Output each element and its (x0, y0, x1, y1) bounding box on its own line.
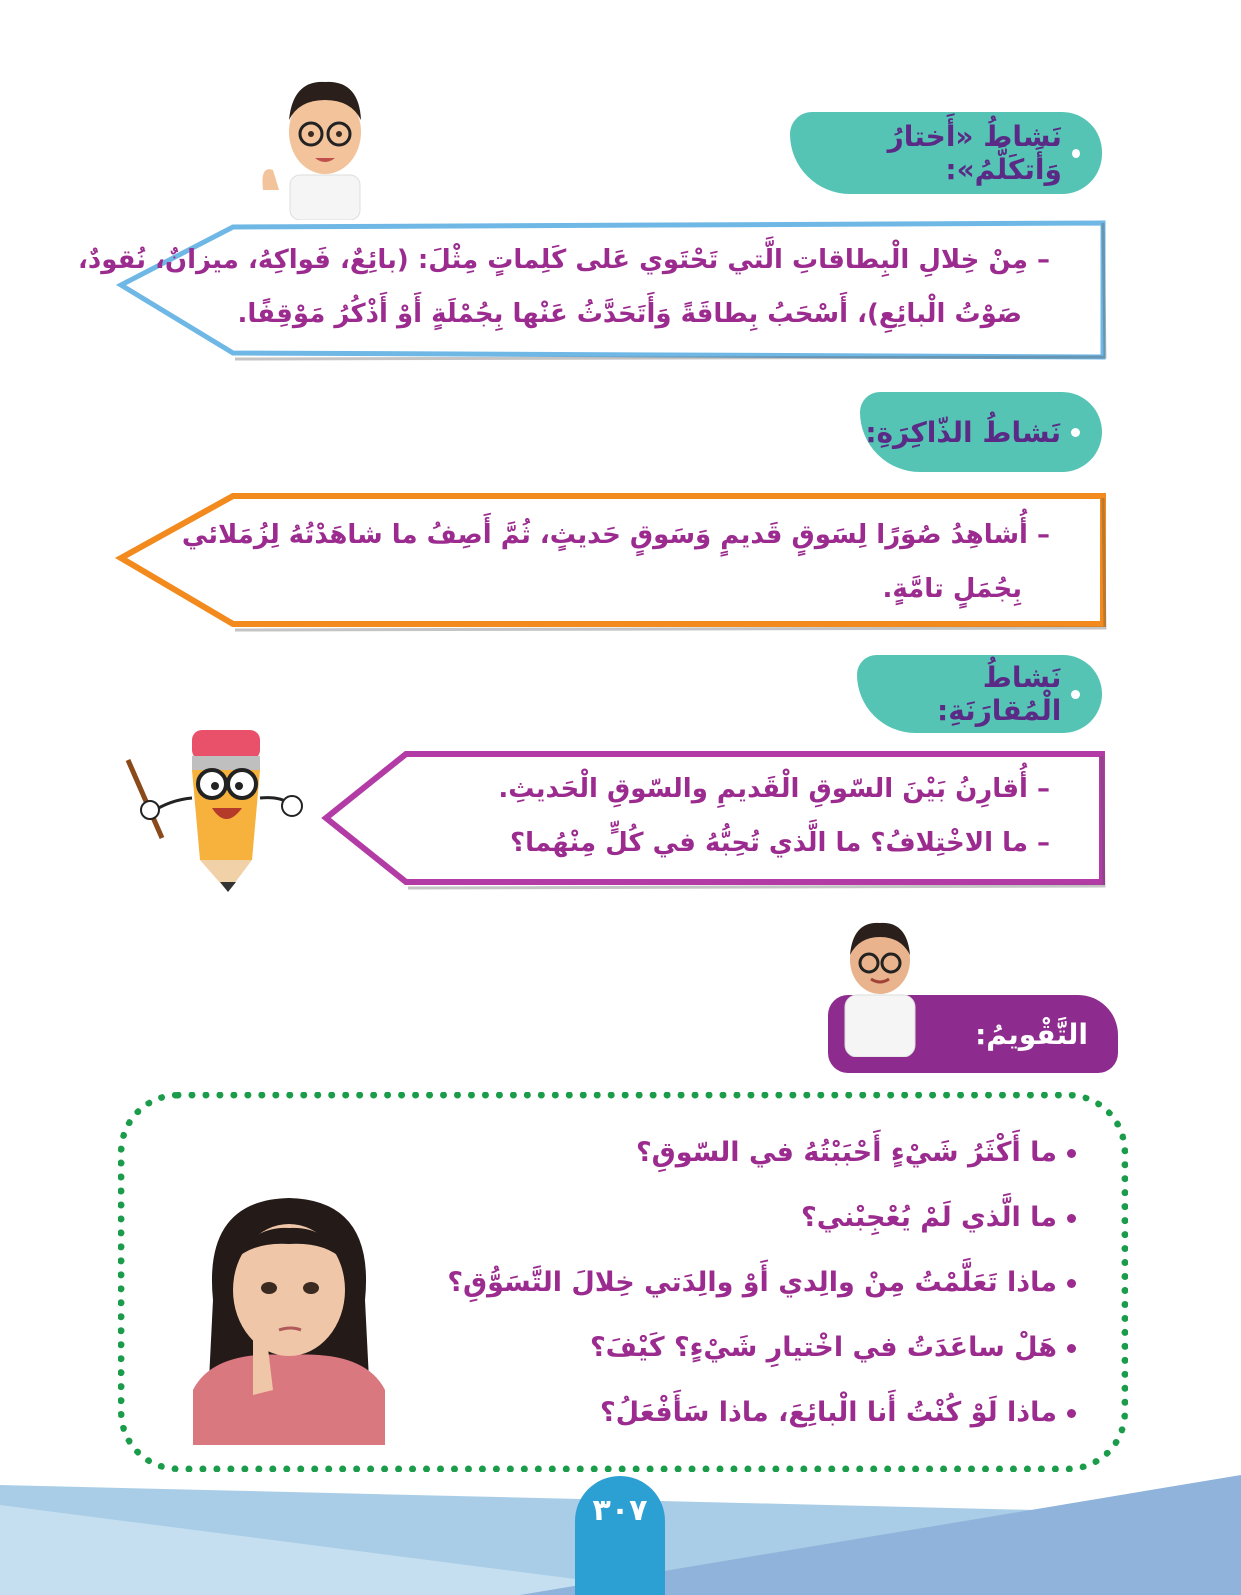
activity-header-comparison (857, 655, 1102, 733)
bullet (1071, 690, 1080, 699)
activity-line: – مِنْ خِلالِ الْبِطاقاتِ الَّتي تَحْتَوي عَلى كَلِماتٍ مِثْلَ: (بائِعٌ، فَواكِهُ، ميزانٌ، نُقودٌ، (77, 245, 1050, 275)
question-text: ما أَكْثَرُ شَيْءٍ أَحْبَبْتُهُ في السّوقِ؟ (635, 1137, 1057, 1168)
question-text: ماذا لَوْ كُنْتُ أَنا الْبائِعَ، ماذا سَأَفْعَلُ؟ (600, 1397, 1057, 1428)
activity-title: نَشاطُ الْمُقارَنَةِ: (937, 661, 1062, 727)
bullet (1067, 1214, 1076, 1223)
activity-title: نَشاطُ «أَختارُ وَأَتكَلَّمُ»: (887, 120, 1062, 186)
list-item (447, 1185, 1076, 1250)
activity-line: – أُشاهِدُ صُوَرًا لِسَوقٍ قَديمٍ وَسَوقٍ حَديثٍ، ثُمَّ أَصِفُ ما شاهَدْتُهُ لِزُمَلائي (181, 520, 1050, 550)
list-item (447, 1120, 1076, 1185)
question-text: هَلْ ساعَدَتُ في اخْتيارِ شَيْءٍ؟ كَيْفَ؟ (590, 1332, 1057, 1363)
activity-header-memory (860, 392, 1102, 472)
activity-header-choose-speak (790, 112, 1102, 194)
bullet (1067, 1409, 1076, 1418)
list-item (447, 1315, 1076, 1380)
bullet (1067, 1149, 1076, 1158)
activity-box-choose-speak (77, 215, 1110, 365)
bullet (1071, 428, 1080, 437)
activity-line: – ما الاخْتِلافُ؟ ما الَّذي تُحِبُّهُ في كُلٍّ مِنْهُما؟ (510, 828, 1050, 858)
activity-line: – أُقارِنُ بَيْنَ السّوقِ الْقَديمِ والسّوقِ الْحَديثِ. (498, 774, 1050, 804)
list-item (447, 1250, 1076, 1315)
evaluation-title: التَّقْويمُ: (975, 1017, 1088, 1051)
page-number: ٣٠٧ (575, 1476, 665, 1595)
activity-box-memory (115, 490, 1110, 635)
evaluation-questions (447, 1120, 1076, 1445)
pencil-character-image (120, 720, 305, 900)
list-item (447, 1380, 1076, 1445)
bullet (1067, 1279, 1076, 1288)
bullet (1067, 1344, 1076, 1353)
boy-character-small-image (835, 915, 925, 1057)
activity-title: نَشاطُ الذّاكِرَةِ: (865, 415, 1061, 449)
activity-box-comparison (320, 748, 1110, 893)
activity-line: صَوْتُ الْبائِعِ)، أَسْحَبُ بِطاقَةً وَأَتَحَدَّثُ عَنْها بِجُمْلَةٍ أَوْ أَذْكُرُ مَوْقِفًا. (237, 299, 1022, 329)
girl-thinking-image (193, 1190, 385, 1445)
question-text: ما الَّذي لَمْ يُعْجِبْني؟ (801, 1202, 1057, 1233)
bullet (1072, 149, 1080, 158)
question-text: ماذا تَعَلَّمْتُ مِنْ والِدي أَوْ والِدَتي خِلالَ التَّسَوُّقِ؟ (447, 1267, 1057, 1298)
activity-line: بِجُمَلٍ تامَّةٍ. (882, 574, 1022, 604)
boy-character-image (255, 70, 395, 220)
